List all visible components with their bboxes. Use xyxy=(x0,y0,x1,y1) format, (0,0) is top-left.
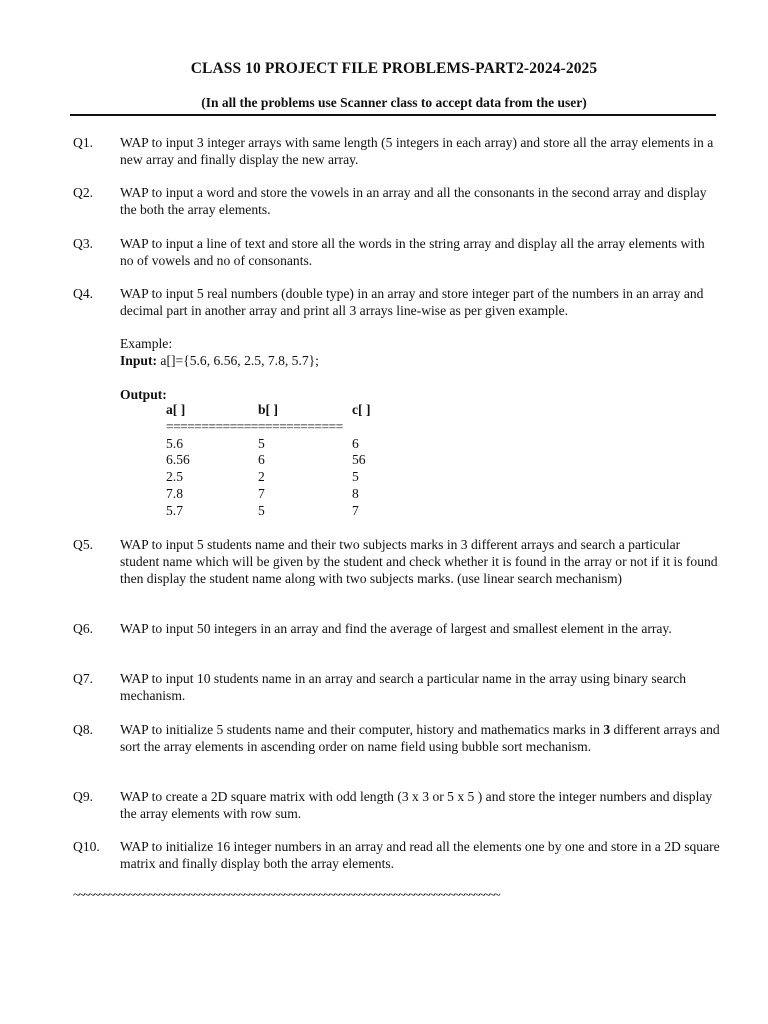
table-cell: 6.56 xyxy=(166,452,190,468)
table-cell: 5.7 xyxy=(166,502,183,518)
question-number: Q3. xyxy=(73,236,94,251)
table-cell: 5 xyxy=(352,469,359,485)
question-text-part: WAP to initialize 5 students name and their computer, history and mathematics marks in xyxy=(120,722,604,737)
question-text-part: different arrays and sort the array elements in ascending order on name field using bubble sort mechanism. xyxy=(120,722,720,754)
table-cell: 7.8 xyxy=(166,485,183,501)
question-text: WAP to input 50 integers in an array and find the average of largest and smallest element in the array. xyxy=(120,621,672,636)
question-number: Q4. xyxy=(73,286,94,301)
question-text: WAP to initialize 16 integer numbers in an array and read all the elements one by one and store in a 2D square matrix and finally display both the array elements. xyxy=(120,839,720,871)
question-number: Q7. xyxy=(73,671,94,686)
table-cell: 5.6 xyxy=(166,435,183,451)
question-6 xyxy=(73,620,723,637)
question-text: WAP to input 10 students name in an array and search a particular name in the array using binary search mechanism. xyxy=(120,671,687,703)
input-label: Input: xyxy=(120,353,158,368)
question-text: WAP to input 5 real numbers (double type) in an array and store integer part of the numbers in an array and decimal part in another array and print all 3 arrays line-wise as per given example. xyxy=(120,286,704,318)
table-cell: 6 xyxy=(258,452,265,468)
question-number: Q1. xyxy=(73,135,94,150)
question-text: WAP to input 3 integer arrays with same length (5 integers in each array) and store all the array elements in a new array and finally display the new array. xyxy=(120,135,714,167)
question-number: Q9. xyxy=(73,789,94,804)
table-cell: 2 xyxy=(258,469,265,485)
table-cell: 5 xyxy=(258,502,265,518)
question-text: WAP to input a word and store the vowels in an array and all the consonants in the second array and display the both the array elements. xyxy=(120,185,707,217)
question-text: WAP to input a line of text and store all the words in the string array and display all the array elements with no of vowels and no of consonants. xyxy=(120,236,705,268)
question-text: WAP to input 5 students name and their two subjects marks in 3 different arrays and search a particular student name which will be given by the student and check whether it is found in the array or not if it is found then display the student name along with two subjects marks. (use linear search mechanism) xyxy=(120,537,718,586)
question-text-bold: 3 xyxy=(603,722,611,737)
question-5 xyxy=(73,536,723,587)
question-number: Q8. xyxy=(73,722,94,737)
example-label: Example: xyxy=(120,336,173,351)
table-cell: 7 xyxy=(352,502,359,518)
question-3 xyxy=(73,235,723,269)
table-cell: 5 xyxy=(258,435,265,451)
footer-divider: ~~~~~~~~~~~~~~~~~~~~~~~~~~~~~~~~~~~~~~~~~~~~~~~~~~~~~~~~~~~~~~~~~~~~~~~~~~~~~~~~~~~~~ xyxy=(73,887,499,902)
question-9 xyxy=(73,788,723,822)
example-input xyxy=(120,352,319,369)
table-cell: 8 xyxy=(352,485,359,501)
output-label: Output: xyxy=(120,387,167,402)
question-7 xyxy=(73,670,723,704)
question-number: Q2. xyxy=(73,185,94,200)
question-text xyxy=(120,721,720,755)
table-cell: 2.5 xyxy=(166,469,183,485)
example-output-label xyxy=(120,386,167,403)
table-cell: 6 xyxy=(352,435,359,451)
header-rule xyxy=(70,114,716,116)
table-cell: 56 xyxy=(352,452,366,468)
question-text: WAP to create a 2D square matrix with odd length (3 x 3 or 5 x 5 ) and store the integer numbers and display the array elements with row sum. xyxy=(120,789,713,821)
question-number: Q6. xyxy=(73,621,94,636)
table-cell: 7 xyxy=(258,485,265,501)
document-subtitle: (In all the problems use Scanner class to accept data from the user) xyxy=(201,95,587,110)
table-separator: ========================= xyxy=(166,418,343,434)
question-4 xyxy=(73,285,723,319)
table-header: b[ ] xyxy=(258,402,279,417)
question-2 xyxy=(73,184,723,218)
input-value: a[]={5.6, 6.56, 2.5, 7.8, 5.7}; xyxy=(157,353,319,368)
question-1 xyxy=(73,134,723,168)
document-title: CLASS 10 PROJECT FILE PROBLEMS-PART2-2024-2025 xyxy=(190,60,598,77)
question-number: Q5. xyxy=(73,537,94,552)
table-header: c[ ] xyxy=(352,402,371,417)
question-8 xyxy=(73,721,723,755)
table-header: a[ ] xyxy=(166,402,186,417)
question-number: Q10. xyxy=(73,839,100,854)
question-10 xyxy=(73,838,723,872)
